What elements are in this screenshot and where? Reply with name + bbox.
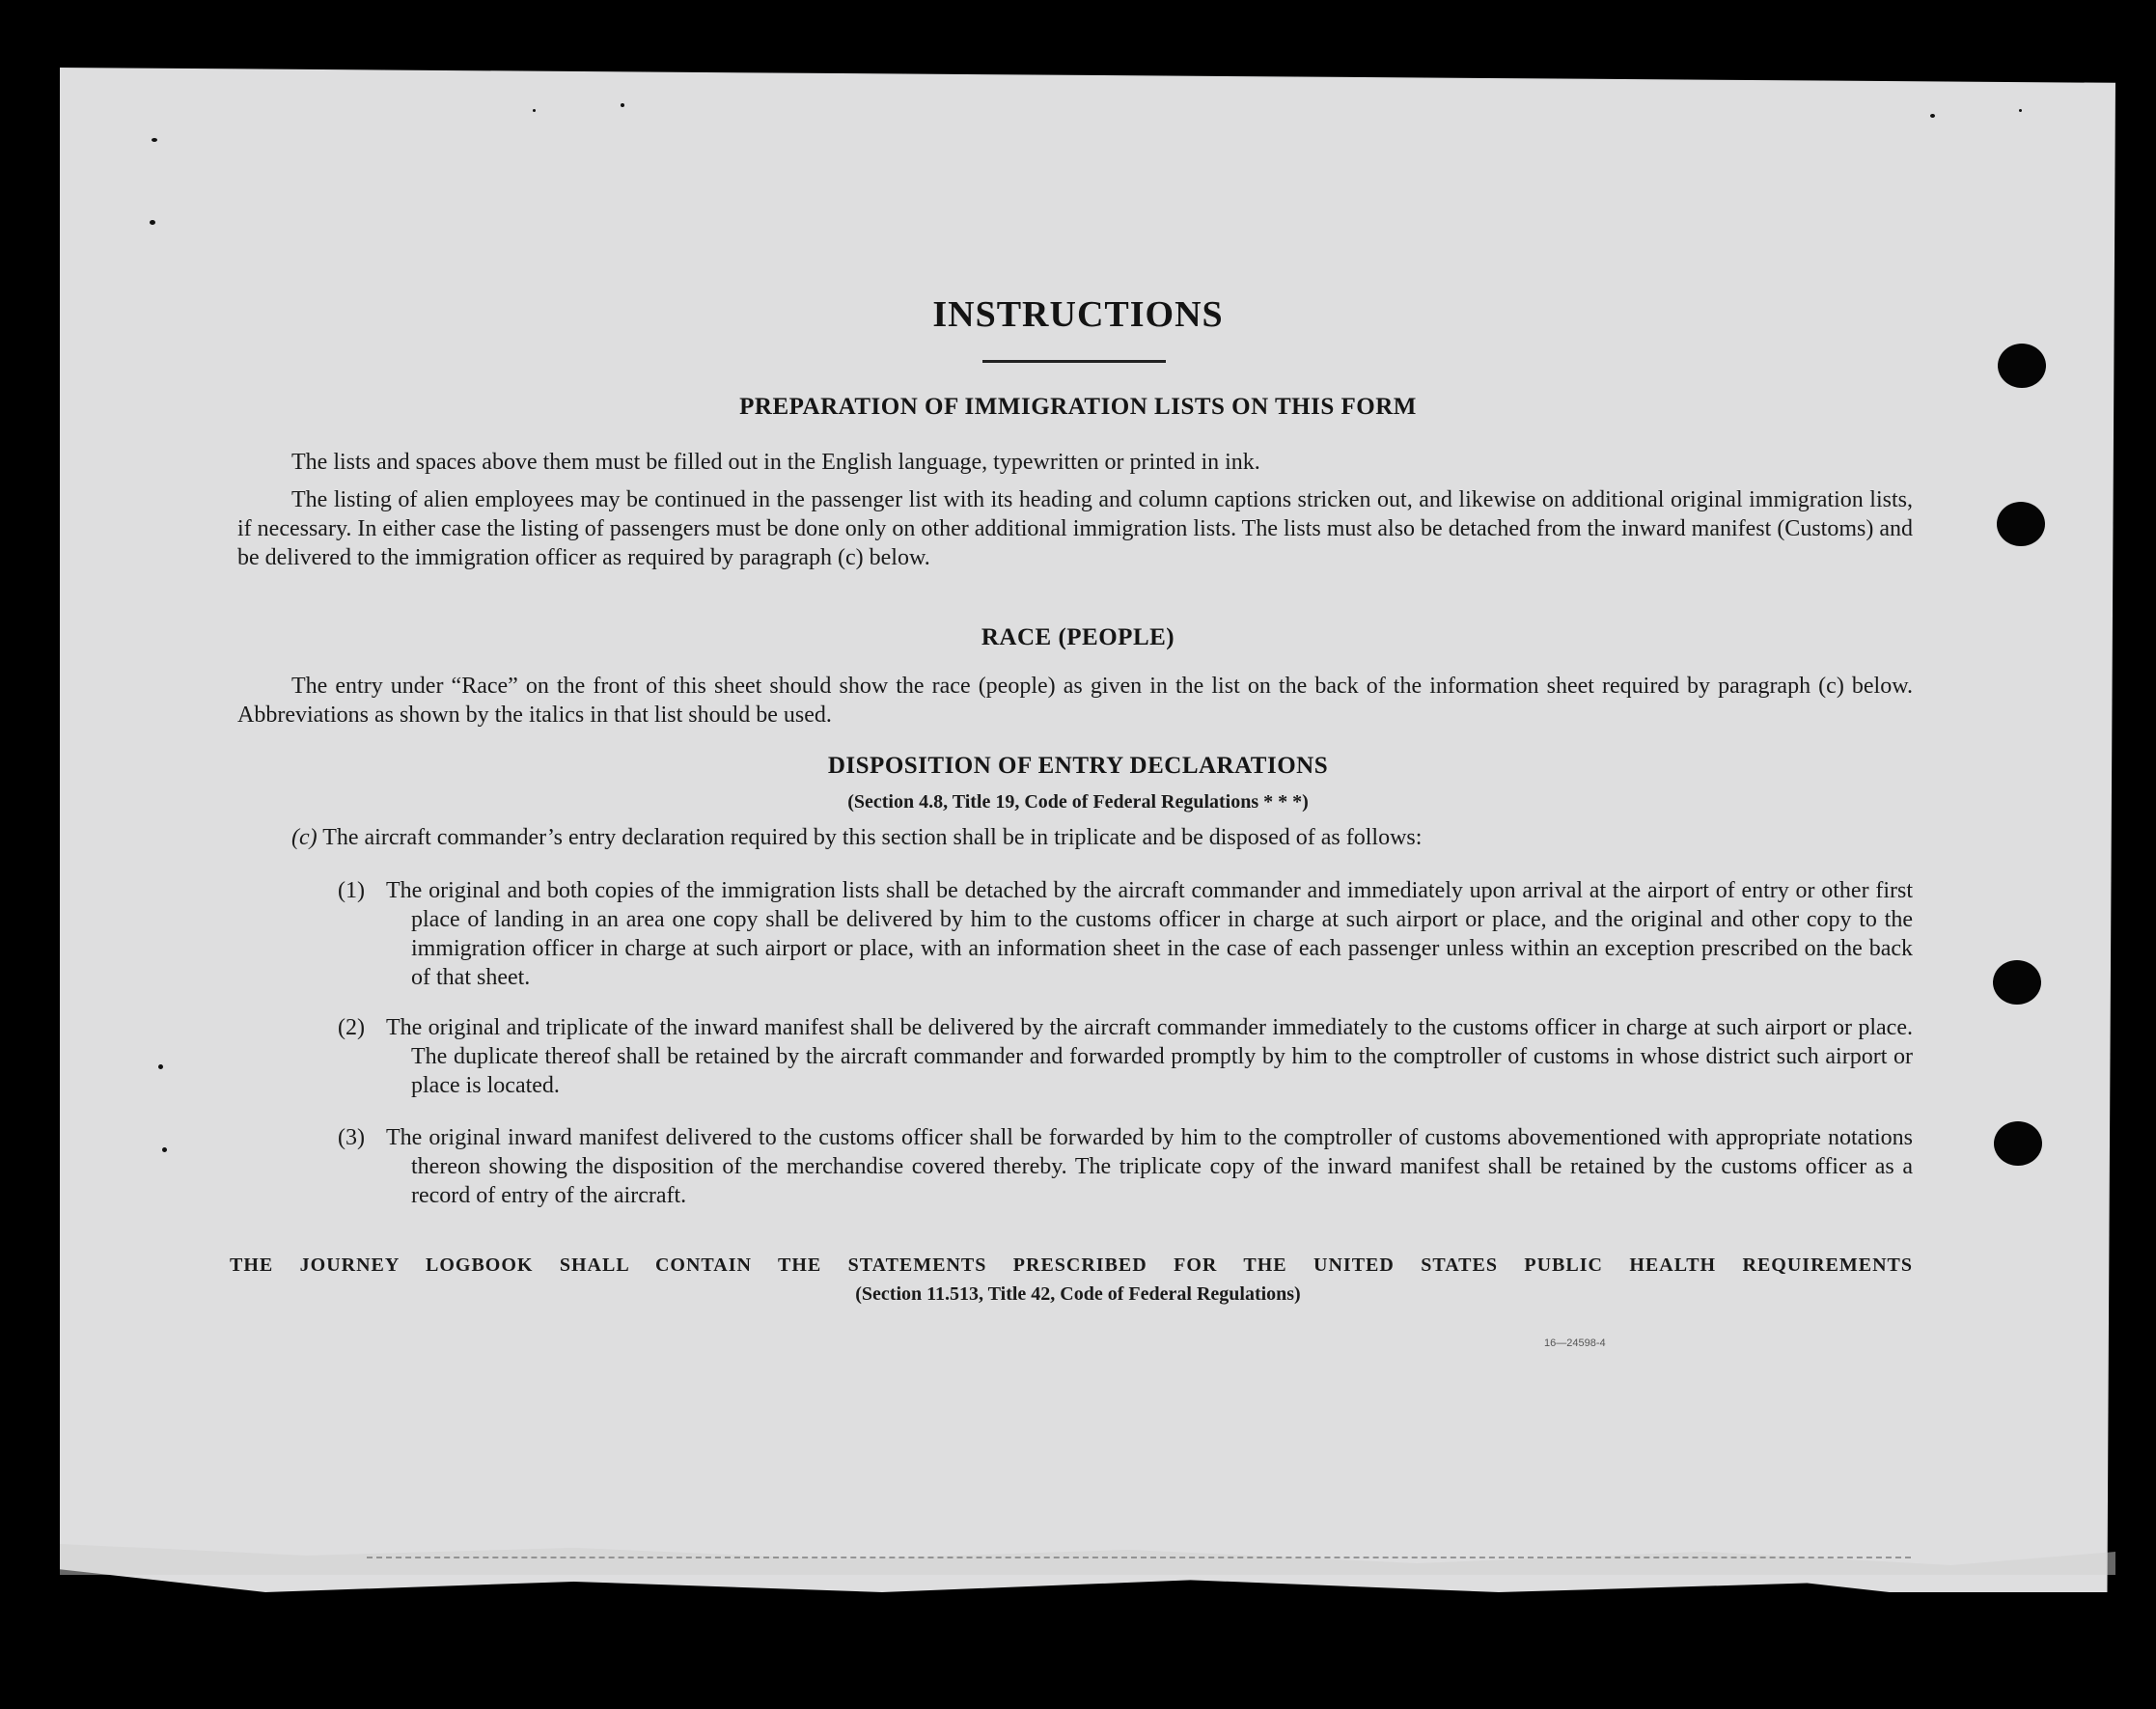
heading-race: RACE (PEOPLE) xyxy=(981,624,1175,650)
item-text: The original inward manifest delivered to the customs officer shall be forwarded by him to the comptroller of customs abovementioned with appropriate notations thereon showing the disposition of the merchandise covered thereby. The triplicate copy of the inward manifest shall be retained by the customs officer as a record of entry of the aircraft. xyxy=(386,1125,1913,1208)
item-text: The original and both copies of the immigration lists shall be detached by the aircraft commander and immediately upon arrival at the airport of entry or other first place of landing in an area one copy shall be delivered by him to the customs officer in charge at such airport or place, and the original and other copy to the immigration officer in charge at such airport or place, with an information sheet in the case of each passenger unless within an exception prescribed on the back of that sheet. xyxy=(386,878,1913,990)
list-item xyxy=(338,1123,1913,1210)
list-item xyxy=(338,1013,1913,1100)
punch-hole xyxy=(1994,1121,2042,1166)
item-number: (3) xyxy=(338,1125,365,1150)
disposition-citation: (Section 4.8, Title 19, Code of Federal Regulations * * *) xyxy=(847,791,1309,813)
list-item xyxy=(338,876,1913,992)
scan-speck xyxy=(150,220,155,225)
race-paragraph: The entry under “Race” on the front of this sheet should show the race (people) as given in the list on the back of the information sheet required by paragraph (c) below. Abbreviations as shown by the italics in that list should be used. xyxy=(237,674,1913,728)
scan-speck xyxy=(621,103,624,107)
title-underline xyxy=(982,360,1166,363)
heading-disposition: DISPOSITION OF ENTRY DECLARATIONS xyxy=(827,753,1329,779)
punch-hole xyxy=(1997,502,2045,546)
heading-preparation: PREPARATION OF IMMIGRATION LISTS ON THIS FORM xyxy=(739,394,1417,420)
form-code: 16—24598-4 xyxy=(1544,1337,1606,1349)
clause-c xyxy=(291,823,1913,852)
page-title: INSTRUCTIONS xyxy=(932,294,1224,335)
preparation-paragraph-2: The listing of alien employees may be continued in the passenger list with its heading and column captions stricken out, and likewise on additional original immigration lists, if necessary. In either case the listing of passengers must be done only on other additional immigration lists. The lists must also be detached from the inward manifest (Customs) and be delivered to the immigration officer as required by paragraph (c) below. xyxy=(237,487,1913,570)
clause-c-label: (c) xyxy=(291,825,318,850)
punch-hole xyxy=(1993,960,2041,1005)
scan-speck xyxy=(152,138,157,142)
perforation-line xyxy=(367,1557,1911,1558)
scan-speck xyxy=(1930,114,1935,118)
public-health-statement: THE JOURNEY LOGBOOK SHALL CONTAIN THE STATEMENTS PRESCRIBED FOR THE UNITED STATES PUBLIC HEALTH REQUIREMENTS xyxy=(230,1254,1913,1276)
preparation-paragraph-1: The lists and spaces above them must be filled out in the English language, typewritten or printed in ink. xyxy=(291,450,1260,475)
scan-speck xyxy=(158,1064,163,1069)
punch-hole xyxy=(1998,344,2046,388)
scan-speck xyxy=(533,109,536,112)
scan-speck xyxy=(2019,109,2022,112)
public-health-citation: (Section 11.513, Title 42, Code of Federal Regulations) xyxy=(855,1283,1301,1305)
scan-speck xyxy=(162,1147,167,1152)
item-text: The original and triplicate of the inward manifest shall be delivered by the aircraft commander immediately to the customs officer in charge at such airport or place. The duplicate thereof shall be retained by the aircraft commander and forwarded promptly by him to the comptroller of customs in whose district such airport or place is located. xyxy=(386,1015,1913,1098)
item-number: (2) xyxy=(338,1015,365,1040)
clause-c-text: The aircraft commander’s entry declaration required by this section shall be in triplicate and be disposed of as follows: xyxy=(322,825,1423,850)
item-number: (1) xyxy=(338,878,365,903)
